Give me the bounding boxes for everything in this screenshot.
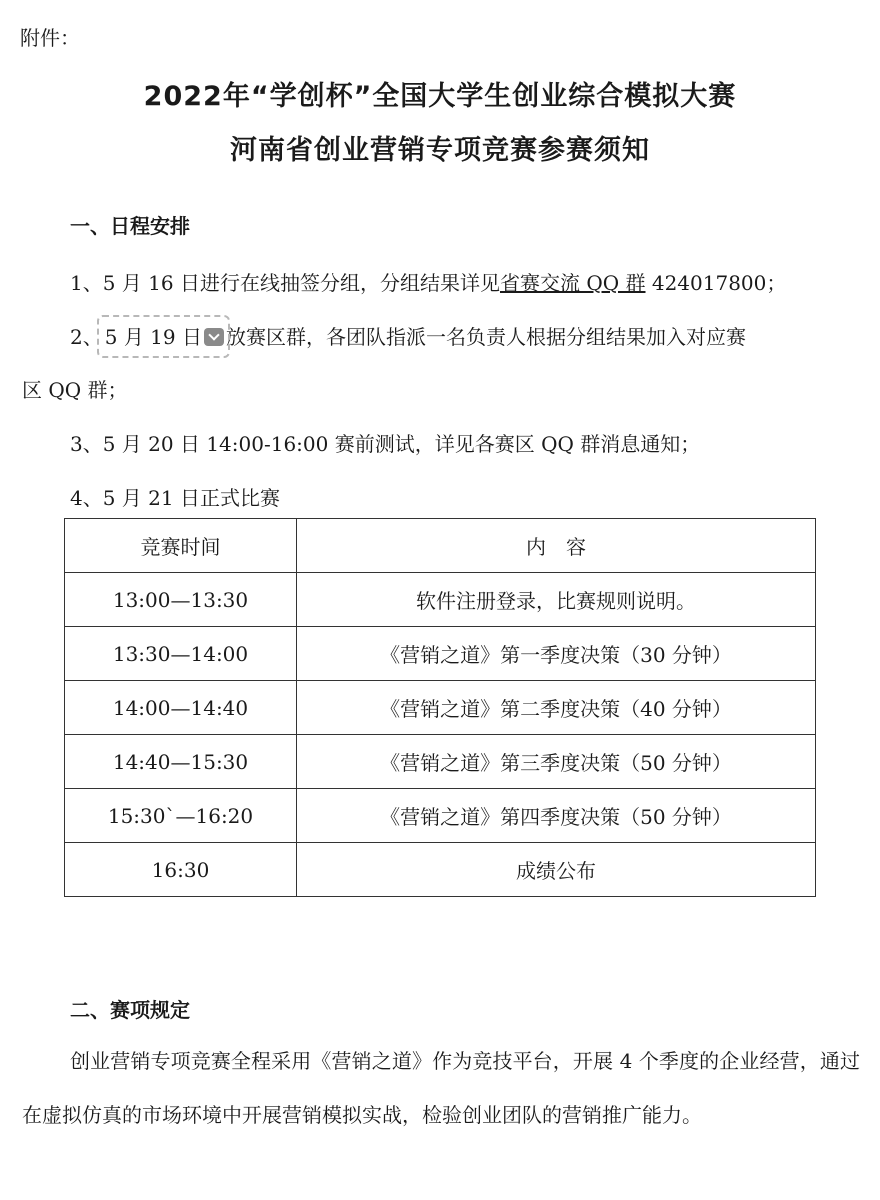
rules-paragraph: 创业营销专项竞赛全程采用《营销之道》作为竞技平台，开展 4 个季度的企业经营，通过在虚拟仿真的市场环境中开展营销模拟实战，检验创业团队的营销推广能力。 <box>22 1049 860 1127</box>
document-title-line-2: 河南省创业营销专项竞赛参赛须知 <box>230 135 650 166</box>
document-title-line-1: 2022年“学创杯”全国大学生创业综合模拟大赛 <box>143 81 737 112</box>
table-cell-content: 《营销之道》第一季度决策（30 分钟） <box>297 627 816 681</box>
section-heading-schedule: 一、日程安排 <box>70 214 190 238</box>
table-cell-content: 《营销之道》第四季度决策（50 分钟） <box>297 789 816 843</box>
table-cell-time: 14:40—15:30 <box>65 735 297 789</box>
table-row <box>65 681 816 735</box>
table-header-row <box>65 519 816 573</box>
schedule-item-2-text: 放赛区群，各团队指派一名负责人根据分组结果加入对应赛 <box>225 325 746 349</box>
schedule-item-3: 3、5 月 20 日 14:00-16:00 赛前测试，详见各赛区 QQ 群消息通知； <box>70 432 701 456</box>
table-cell-content: 《营销之道》第三季度决策（50 分钟） <box>297 735 816 789</box>
schedule-item-2-prefix: 2、 <box>70 325 103 349</box>
table-cell-content: 《营销之道》第二季度决策（40 分钟） <box>297 681 816 735</box>
table-cell-time: 14:00—14:40 <box>65 681 297 735</box>
schedule-item-1-suffix: 424017800； <box>645 271 787 295</box>
table-cell-time: 13:30—14:00 <box>65 627 297 681</box>
schedule-item-2-continued: 区 QQ 群； <box>22 378 128 402</box>
table-row <box>65 573 816 627</box>
qq-group-link[interactable]: 省赛交流 QQ 群 <box>499 271 646 295</box>
date-selection-text: 5 月 19 日 <box>104 325 202 349</box>
table-cell-time: 15:30`—16:20 <box>65 789 297 843</box>
section-heading-rules: 二、赛项规定 <box>70 998 190 1022</box>
table-cell-time: 16:30 <box>65 843 297 897</box>
table-cell-content: 软件注册登录，比赛规则说明。 <box>297 573 816 627</box>
table-row <box>65 735 816 789</box>
schedule-item-2 <box>70 321 746 350</box>
date-selection-box[interactable] <box>103 321 226 350</box>
attachment-label: 附件： <box>20 26 80 50</box>
schedule-item-1-text: 1、5 月 16 日进行在线抽签分组，分组结果详见 <box>70 271 500 295</box>
table-cell-time: 13:00—13:30 <box>65 573 297 627</box>
schedule-item-1 <box>70 267 786 296</box>
table-row <box>65 843 816 897</box>
table-row <box>65 789 816 843</box>
schedule-table <box>64 518 816 897</box>
table-cell-content: 成绩公布 <box>297 843 816 897</box>
table-row <box>65 627 816 681</box>
table-header-time: 竞赛时间 <box>65 519 297 573</box>
chevron-down-icon[interactable] <box>204 328 224 346</box>
schedule-item-4: 4、5 月 21 日正式比赛 <box>70 486 280 510</box>
table-header-content: 内 容 <box>297 519 816 573</box>
